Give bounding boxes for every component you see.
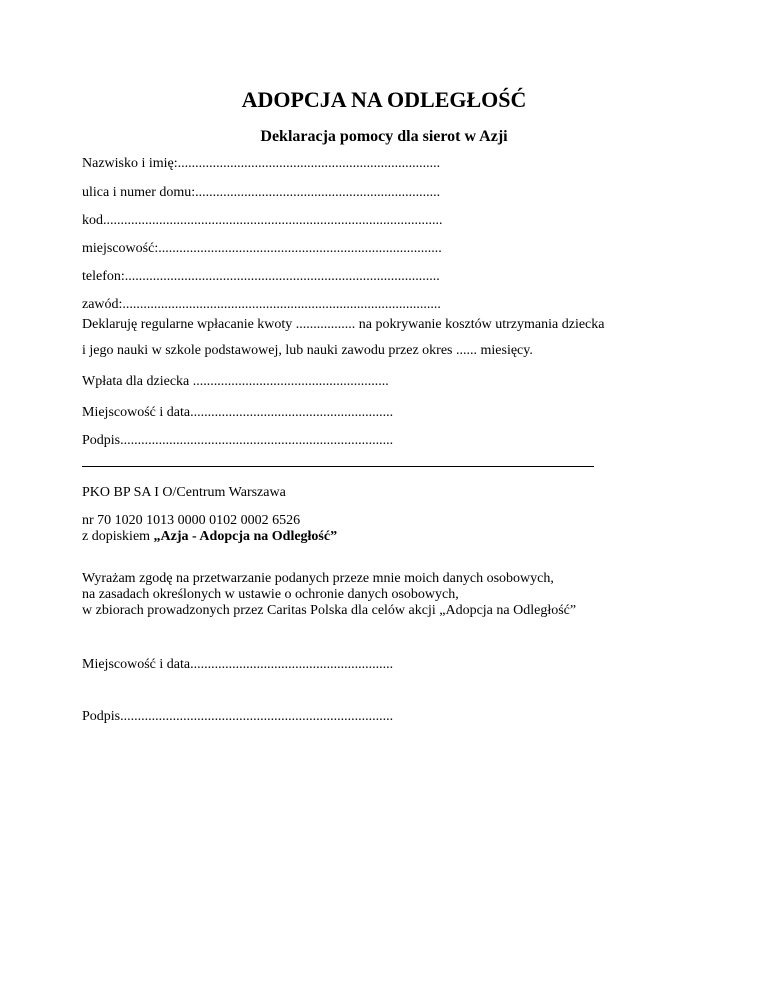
bank-note-prefix: z dopiskiem bbox=[82, 529, 154, 544]
payment-field: Wpłata dla dziecka ........................................................ bbox=[82, 374, 389, 389]
bank-transfer-note bbox=[82, 528, 337, 546]
phone-field: telefon:.......................................................................................... bbox=[82, 269, 440, 284]
consent-line-3: w zbiorach prowadzonych przez Caritas Polska dla celów akcji „Adopcja na Odległość” bbox=[82, 603, 577, 618]
profession-field: zawód:........................................................................................... bbox=[82, 297, 441, 312]
consent-line-1: Wyrażam zgodę na przetwarzanie podanych przeze mnie moich danych osobowych, bbox=[82, 571, 554, 586]
bank-name: PKO BP SA I O/Centrum Warszawa bbox=[82, 485, 286, 500]
signature-field-1: Podpis.............................................................................. bbox=[82, 433, 394, 448]
street-field: ulica i numer domu:...................................................................... bbox=[82, 185, 441, 200]
bank-account-number: nr 70 1020 1013 0000 0102 0002 6526 bbox=[82, 513, 301, 528]
city-field: miejscowość:................................................................................. bbox=[82, 241, 442, 256]
name-field: Nazwisko i imię:........................................................................... bbox=[82, 156, 441, 171]
bank-note-title: „Azja - Adopcja na Odległość” bbox=[153, 529, 338, 544]
consent-line-2: na zasadach określonych w ustawie o ochronie danych osobowych, bbox=[82, 587, 459, 602]
page-title: ADOPCJA NA ODLEGŁOŚĆ bbox=[241, 87, 527, 112]
signature-field-2: Podpis.............................................................................. bbox=[82, 709, 394, 724]
place-date-field-1: Miejscowość i data.......................................................... bbox=[82, 405, 394, 420]
section-divider bbox=[82, 466, 594, 467]
page-subtitle: Deklaracja pomocy dla sierot w Azji bbox=[260, 128, 508, 145]
place-date-field-2: Miejscowość i data.......................................................... bbox=[82, 657, 394, 672]
declaration-line-2: i jego nauki w szkole podstawowej, lub nauki zawodu przez okres ...... miesięcy. bbox=[82, 343, 533, 358]
declaration-line-1: Deklaruję regularne wpłacanie kwoty ................. na pokrywanie kosztów utrzymania dziecka bbox=[82, 317, 605, 332]
postal-code-field: kod................................................................................................. bbox=[82, 213, 443, 228]
